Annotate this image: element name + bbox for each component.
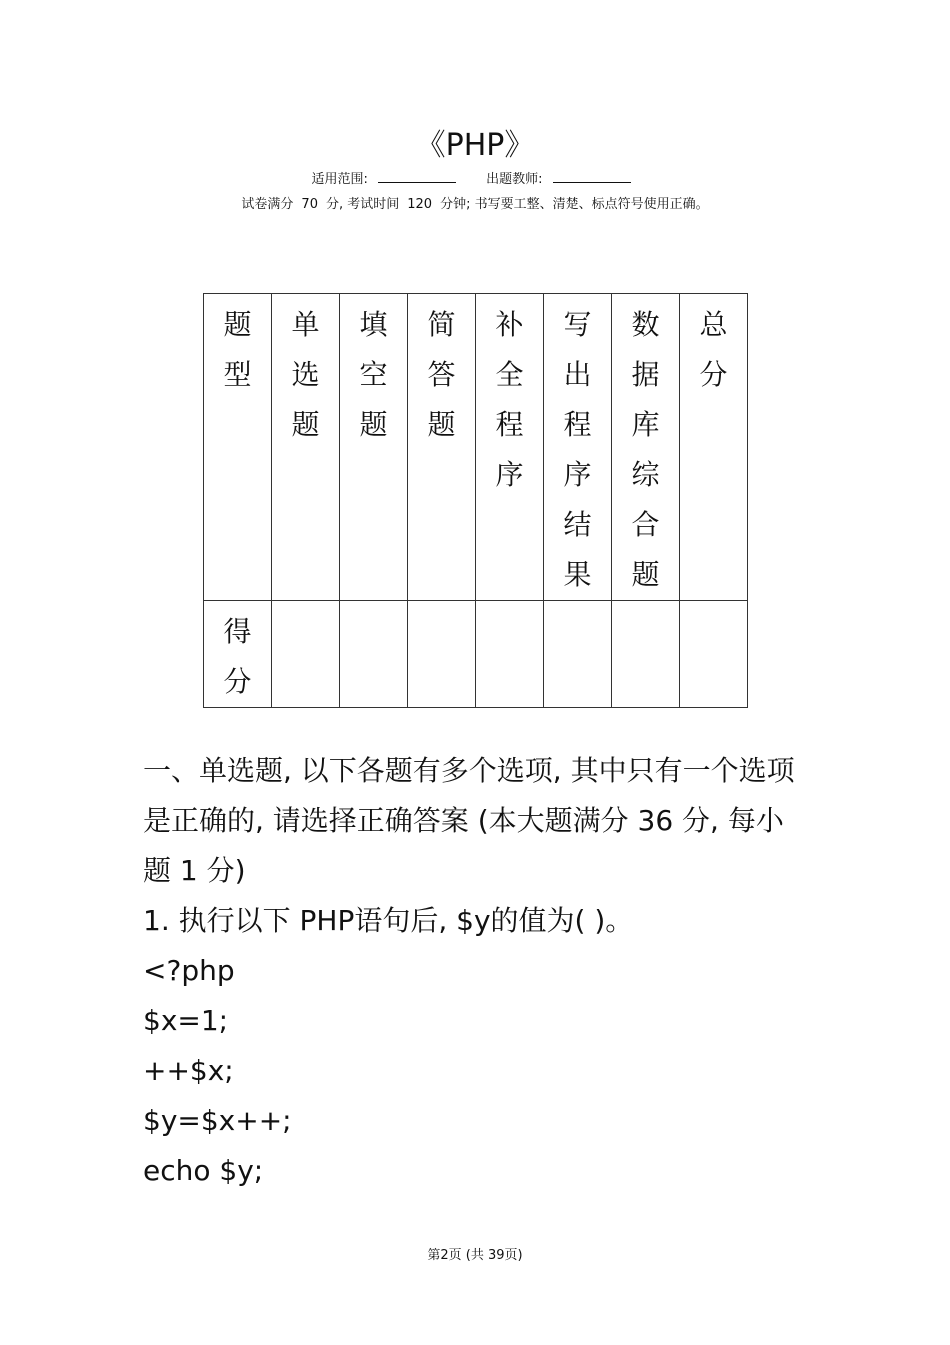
total-score: 70 (301, 197, 318, 212)
header-cell: 总分 (680, 294, 748, 601)
header-cell: 单选题 (272, 294, 340, 601)
code-line: $x=1; (143, 1004, 229, 1037)
exam-info-line (0, 196, 950, 214)
score-table-header-row (204, 294, 748, 601)
score-cell[interactable] (408, 601, 476, 708)
header-cell: 题型 (204, 294, 272, 601)
header-cell: 补全程序 (476, 294, 544, 601)
code-line: echo $y; (143, 1154, 264, 1187)
score-cell[interactable] (476, 601, 544, 708)
info-suffix: 分钟; 书写要工整、清楚、标点符号使用正确。 (440, 197, 709, 212)
page-title: 《PHP》 (415, 128, 535, 163)
teacher-blank (553, 170, 631, 183)
code-line: $y=$x++; (143, 1104, 292, 1137)
question-section (143, 746, 803, 1196)
header-cell: 填空题 (340, 294, 408, 601)
score-cell[interactable] (544, 601, 612, 708)
code-line: <?php (143, 954, 235, 987)
teacher-label: 出题教师: (486, 172, 543, 187)
scope-blank (378, 170, 456, 183)
score-cell[interactable] (680, 601, 748, 708)
header-cell: 数据库综合题 (612, 294, 680, 601)
duration: 120 (407, 197, 433, 212)
score-cell[interactable] (612, 601, 680, 708)
score-table-score-row (204, 601, 748, 708)
score-table (203, 293, 748, 708)
score-row-label: 得分 (204, 601, 272, 708)
info-prefix: 试卷满分 (241, 197, 294, 212)
section-heading: 一、单选题, 以下各题有多个选项, 其中只有一个选项是正确的, 请选择正确答案 (本大题满分 36 分, 每小题 1 分) (143, 754, 795, 887)
page-footer: 第2页 (共 39页) (427, 1248, 523, 1263)
header-cell: 简答题 (408, 294, 476, 601)
score-cell[interactable] (340, 601, 408, 708)
exam-meta-line (0, 170, 950, 189)
scope-label: 适用范围: (311, 172, 368, 187)
info-mid: 分, 考试时间 (325, 197, 400, 212)
score-cell[interactable] (272, 601, 340, 708)
header-cell: 写出程序结果 (544, 294, 612, 601)
code-block (143, 946, 803, 1196)
question-1: 1. 执行以下 PHP语句后, $y的值为( )。 (143, 904, 634, 937)
code-line: ++$x; (143, 1054, 234, 1087)
